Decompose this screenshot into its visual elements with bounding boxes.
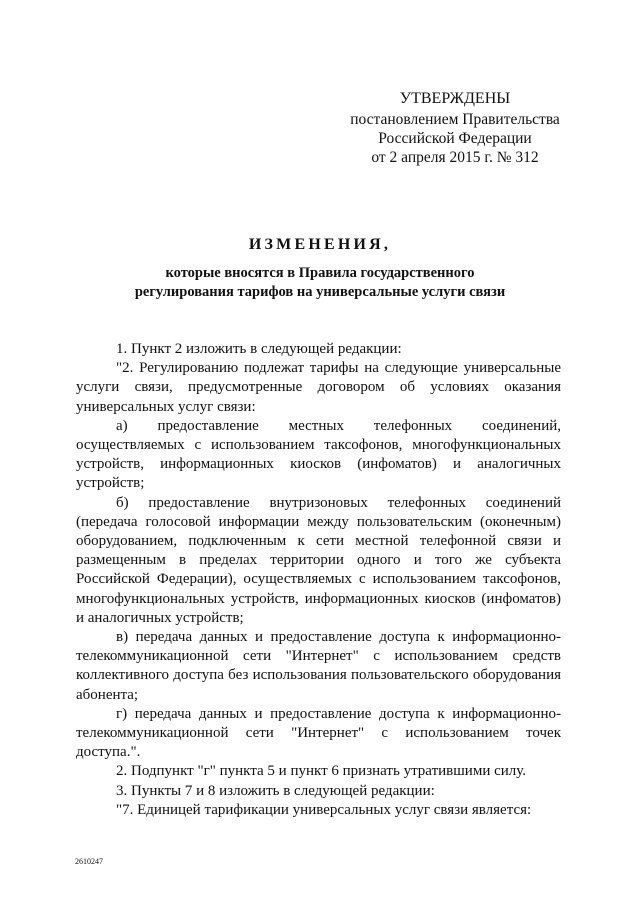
document-body xyxy=(76,340,561,820)
approval-line-2: Российской Федерации xyxy=(378,130,532,147)
document-subtitle xyxy=(60,264,580,302)
paragraph: "2. Регулированию подлежат тарифы на следующие универсальные услуги связи, предусмотренные договором об условиях оказания универсальных услуг связи: xyxy=(76,360,561,415)
subtitle-line-2: регулирования тарифов на универсальные услуги связи xyxy=(134,284,506,300)
footer-document-code: 2610247 xyxy=(75,857,103,866)
document-title: ИЗМЕНЕНИЯ, xyxy=(248,236,392,253)
paragraph: в) передача данных и предоставление доступа к информационно-телекоммуникационной сети "Интернет" с использованием средств коллективного доступа без использования пользовательского оборудования абонента; xyxy=(76,629,561,703)
paragraph: "7. Единицей тарификации универсальных услуг связи является: xyxy=(116,801,532,818)
subtitle-line-1: которые вносятся в Правила государственного xyxy=(165,265,475,281)
approval-heading: УТВЕРЖДЕНЫ xyxy=(399,90,511,107)
paragraph: г) передача данных и предоставление доступа к информационно-телекоммуникационной сети "Интернет" с использованием точек доступа.". xyxy=(76,705,561,761)
paragraph: 3. Пункты 7 и 8 изложить в следующей редакции: xyxy=(116,782,435,799)
paragraph: а) предоставление местных телефонных соединений, осуществляемых с использованием таксофонов, многофункциональных устройств, информационных киосков (инфоматов) и аналогичных устройств; xyxy=(76,417,561,492)
paragraph: 2. Подпункт "г" пункта 5 и пункт 6 признать утратившими силу. xyxy=(116,763,527,780)
paragraph: 1. Пункт 2 изложить в следующей редакции: xyxy=(116,341,402,357)
paragraph: б) предоставление внутризоновых телефонных соединений (передача голосовой информации между пользовательским (оконечным) оборудованием, подключенным к сети местной телефонной связи и размещенным в пределах территории одного и того же субъекта Российской Федерации), осуществляемых с использованием таксофонов, многофункциональных устройств, информационных киосков (инфоматов) и аналогичных устройств; xyxy=(76,494,561,626)
approval-line-3: от 2 апреля 2015 г. № 312 xyxy=(371,149,539,166)
approval-line-1: постановлением Правительства xyxy=(350,111,560,128)
approval-block xyxy=(340,89,570,167)
